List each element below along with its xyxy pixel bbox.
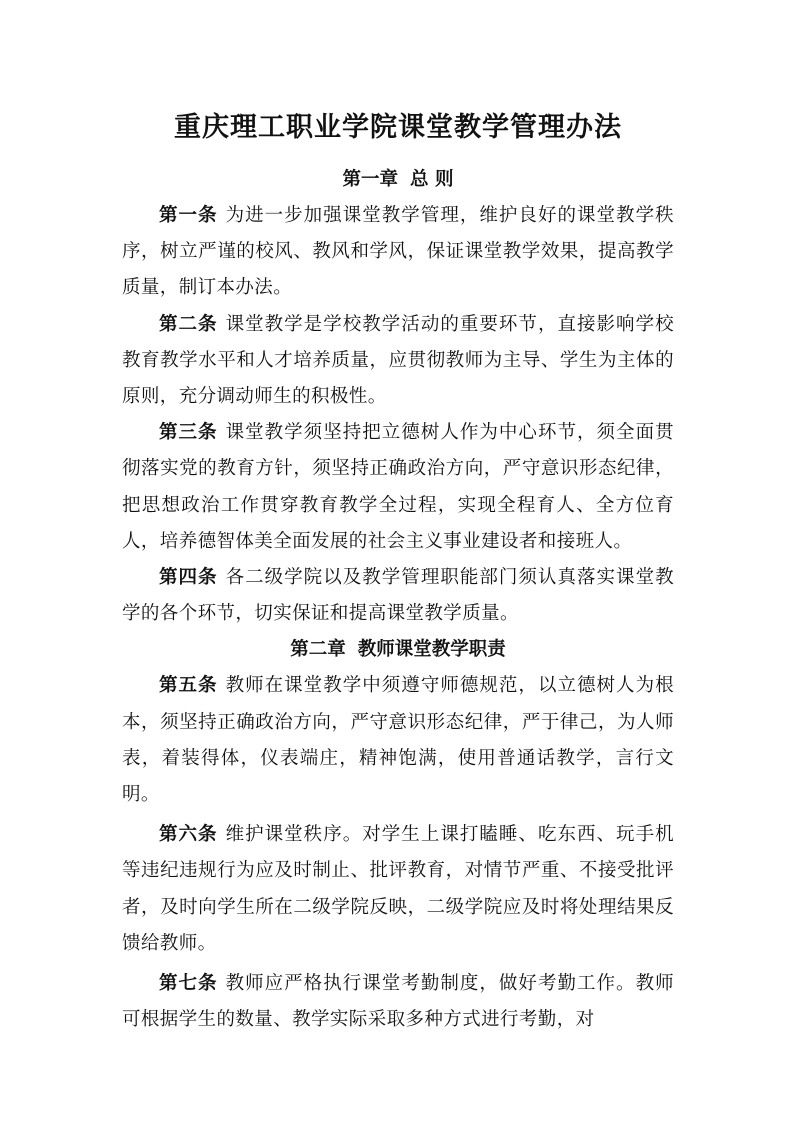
document-page bbox=[122, 100, 674, 1038]
article-7 bbox=[122, 966, 674, 1038]
article-label: 第二条 bbox=[159, 313, 218, 335]
article-text: 为进一步加强课堂教学管理，维护良好的课堂教学秩序，树立严谨的校风、教风和学风，保证课堂教学效果，提高教学质量，制订本办法。 bbox=[122, 205, 675, 299]
article-6 bbox=[122, 817, 674, 962]
article-label: 第五条 bbox=[159, 675, 218, 697]
article-text: 教师应严格执行课堂考勤制度，做好考勤工作。教师可根据学生的数量、教学实际采取多种方式进行考勤，对 bbox=[122, 973, 675, 1031]
chapter-number: 第二章 bbox=[290, 639, 346, 661]
article-text: 教师在课堂教学中须遵守师德规范，以立德树人为根本，须坚持正确政治方向，严守意识形态纪律，严于律己，为人师表，着装得体，仪表端庄，精神饱满，使用普通话教学，言行文明。 bbox=[122, 675, 675, 806]
chapter-number: 第一章 bbox=[342, 169, 399, 190]
article-label: 第七条 bbox=[159, 973, 218, 995]
document-title: 重庆理工职业学院课堂教学管理办法 bbox=[174, 112, 622, 143]
chapter-2 bbox=[122, 632, 674, 1038]
article-text: 课堂教学是学校教学活动的重要环节，直接影响学校教育教学水平和人才培养质量，应贯彻教师为主导、学生为主体的原则，充分调动师生的积极性。 bbox=[122, 313, 675, 408]
article-text: 课堂教学须坚持把立德树人作为中心环节，须全面贯彻落实党的教育方针，须坚持正确政治方向，严守意识形态纪律，把思想政治工作贯穿教育教学全过程，实现全程育人、全方位育人，培养德智体美全面发展的社会主义事业建设者和接班人。 bbox=[122, 422, 675, 552]
article-3 bbox=[122, 415, 674, 560]
article-label: 第三条 bbox=[159, 422, 218, 444]
article-2 bbox=[122, 307, 674, 416]
article-5 bbox=[122, 668, 674, 813]
article-4 bbox=[122, 560, 674, 632]
chapter-name: 总 则 bbox=[410, 169, 454, 190]
article-text: 维护课堂秩序。对学生上课打瞌睡、吃东西、玩手机等违纪违规行为应及时制止、批评教育，对情节严重、不接受批评者，及时向学生所在二级学院反映，二级学院应及时将处理结果反馈给教师。 bbox=[122, 824, 675, 954]
article-text: 各二级学院以及教学管理职能部门须认真落实课堂教学的各个环节，切实保证和提高课堂教学质量。 bbox=[122, 567, 675, 625]
chapter-heading bbox=[122, 632, 674, 668]
article-label: 第四条 bbox=[159, 567, 218, 589]
chapter-heading bbox=[122, 162, 674, 198]
article-1 bbox=[122, 198, 674, 307]
chapter-1 bbox=[122, 162, 674, 632]
article-label: 第一条 bbox=[159, 205, 218, 226]
article-label: 第六条 bbox=[159, 824, 218, 846]
chapter-name: 教师课堂教学职责 bbox=[357, 639, 506, 661]
